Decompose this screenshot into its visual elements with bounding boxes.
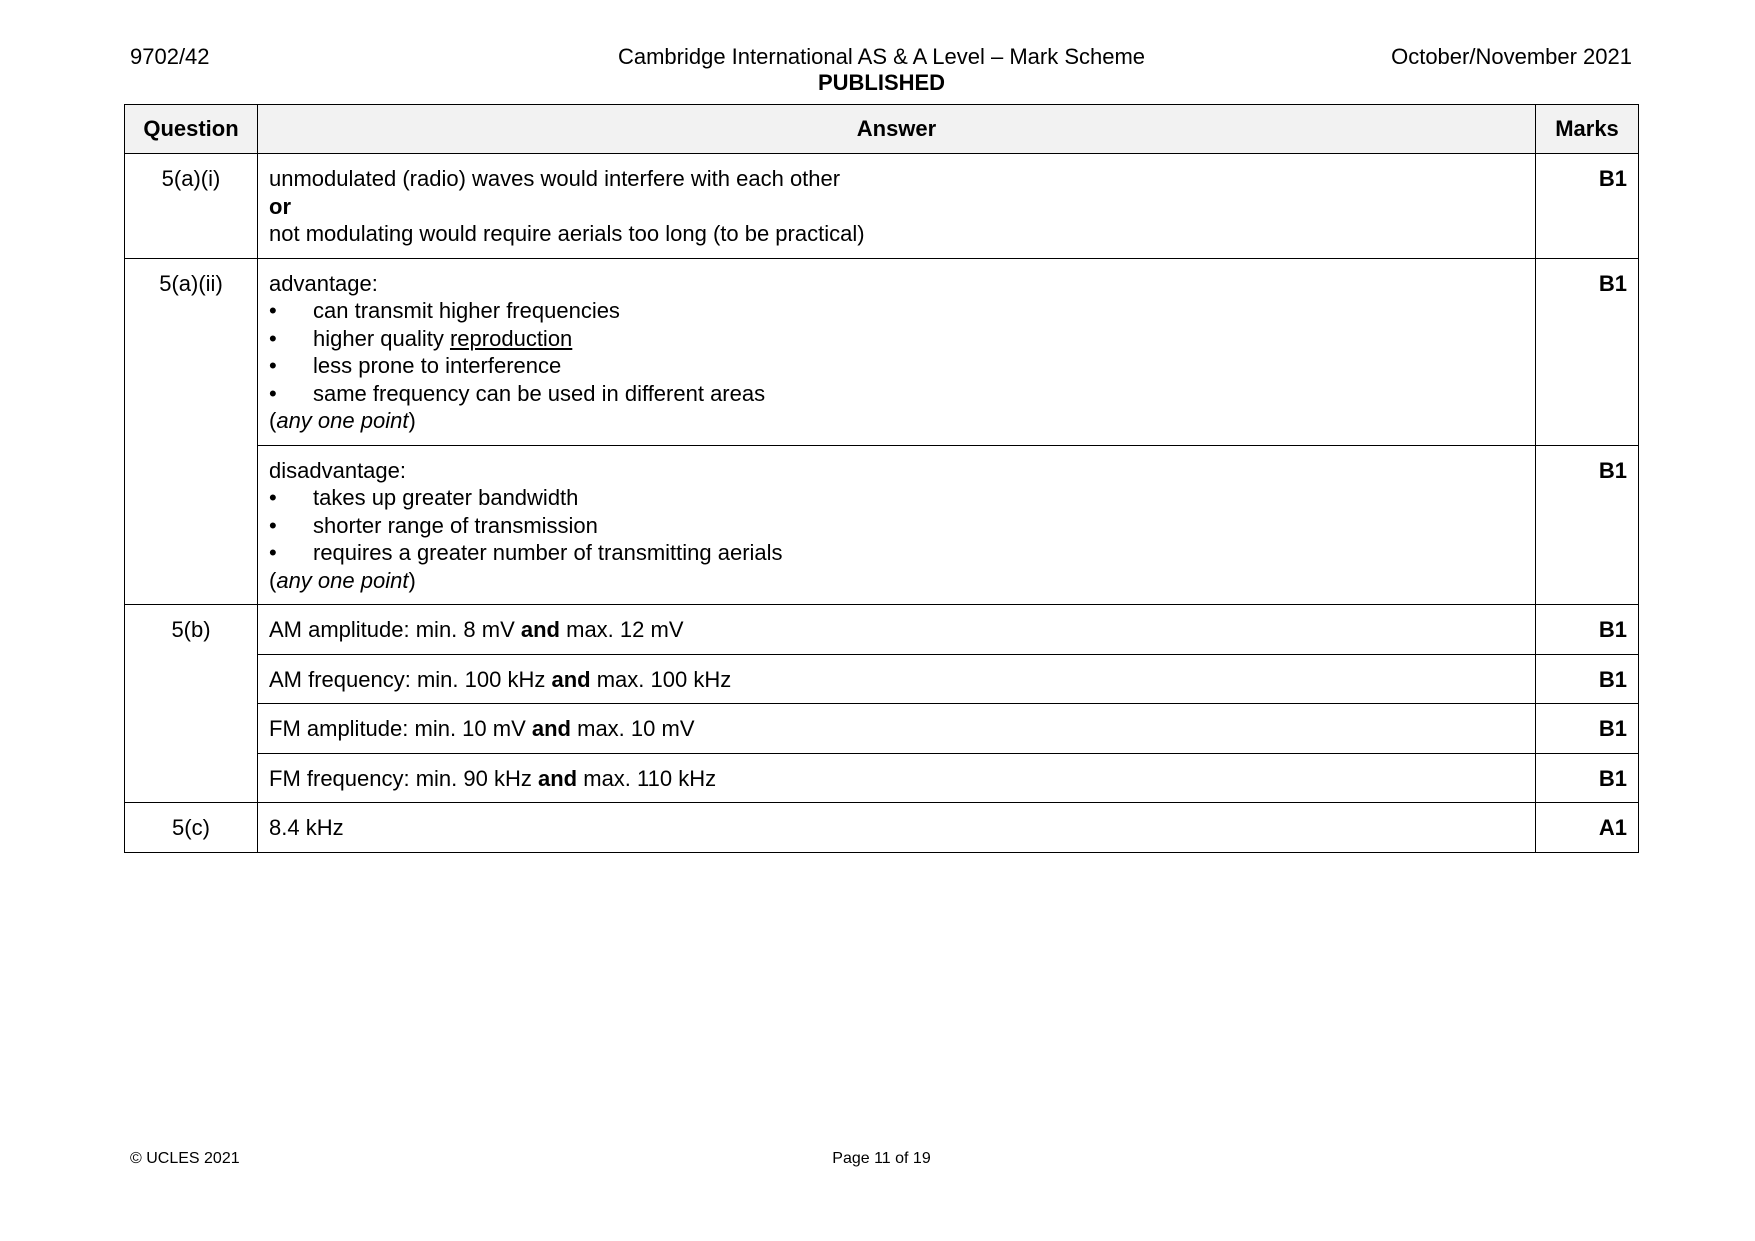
- table-row: [125, 605, 1639, 655]
- paper-code: 9702/42: [130, 44, 210, 69]
- list-item: • shorter range of transmission: [269, 512, 1525, 540]
- question-header: Question: [125, 105, 258, 154]
- answer-text: FM frequency: min. 90 kHz: [269, 765, 532, 791]
- answer-cell: [258, 154, 1536, 259]
- answer-header: Answer: [258, 105, 1536, 154]
- answer-cell: 8.4 kHz: [258, 803, 1536, 853]
- question-cell: 5(a)(ii): [125, 258, 258, 605]
- marks-header: Marks: [1536, 105, 1639, 154]
- table-row: [125, 704, 1639, 754]
- answer-cell: [258, 445, 1536, 605]
- page-number: Page 11 of 19: [832, 1150, 931, 1167]
- and-keyword: and: [551, 666, 591, 692]
- answer-text: max. 100 kHz: [596, 666, 732, 692]
- and-keyword: and: [531, 716, 571, 741]
- or-label: or: [269, 193, 291, 219]
- answer-text: AM amplitude: min. 8 mV: [269, 617, 515, 642]
- mark-cell: B1: [1536, 258, 1639, 445]
- disadvantage-title: disadvantage:: [269, 457, 406, 483]
- mark-cell: B1: [1536, 605, 1639, 655]
- list-item: • requires a greater number of transmitting aerials: [269, 539, 1525, 567]
- answer-cell: [258, 654, 1536, 704]
- answer-cell: [258, 258, 1536, 445]
- and-keyword: and: [520, 617, 560, 642]
- note-text: any one point: [276, 567, 409, 593]
- answer-line: not modulating would require aerials too long (to be practical): [269, 221, 865, 246]
- exam-session: October/November 2021: [1391, 44, 1632, 69]
- mark-cell: A1: [1536, 803, 1639, 853]
- list-item: • same frequency can be used in different areas: [269, 380, 1525, 408]
- document-title: Cambridge International AS & A Level – Mark Scheme: [617, 44, 1146, 69]
- mark-cell: B1: [1536, 704, 1639, 754]
- list-item: • takes up greater bandwidth: [269, 484, 1525, 512]
- list-item-text: higher quality: [313, 325, 450, 351]
- mark-cell: B1: [1536, 654, 1639, 704]
- answer-text: AM frequency: min. 100 kHz: [269, 666, 546, 692]
- answer-cell: [258, 753, 1536, 803]
- answer-text: FM amplitude: min. 10 mV: [269, 716, 526, 741]
- and-keyword: and: [538, 765, 578, 791]
- table-row: [125, 654, 1639, 704]
- mark-cell: B1: [1536, 753, 1639, 803]
- published-label: PUBLISHED: [817, 70, 946, 95]
- table-header-row: [125, 105, 1639, 154]
- mark-cell: B1: [1536, 445, 1639, 605]
- mark-scheme-table: [124, 104, 1639, 853]
- question-cell: 5(b): [125, 605, 258, 803]
- disadvantage-list: [269, 484, 1525, 567]
- list-item: • less prone to interference: [269, 352, 1525, 380]
- answer-text: max. 10 mV: [577, 716, 695, 741]
- advantage-list: [269, 297, 1525, 407]
- underlined-keyword: reproduction: [449, 325, 573, 351]
- question-cell: 5(a)(i): [125, 154, 258, 259]
- table-row: [125, 258, 1639, 445]
- advantage-title: advantage:: [269, 270, 378, 296]
- mark-cell: B1: [1536, 154, 1639, 259]
- list-item: [269, 325, 1525, 353]
- answer-text: max. 110 kHz: [583, 765, 717, 791]
- answer-cell: [258, 605, 1536, 655]
- list-item: • can transmit higher frequencies: [269, 297, 1525, 325]
- answer-cell: [258, 704, 1536, 754]
- table-row: [125, 445, 1639, 605]
- answer-text: max. 12 mV: [566, 617, 684, 642]
- note-text: any one point: [276, 408, 409, 433]
- table-row: [125, 753, 1639, 803]
- copyright: © UCLES 2021: [130, 1150, 240, 1167]
- table-row: [125, 803, 1639, 853]
- note: (any one point): [269, 408, 416, 433]
- table-row: [125, 154, 1639, 259]
- answer-line: unmodulated (radio) waves would interfere with each other: [269, 166, 841, 191]
- note: (any one point): [269, 567, 416, 593]
- question-cell: 5(c): [125, 803, 258, 853]
